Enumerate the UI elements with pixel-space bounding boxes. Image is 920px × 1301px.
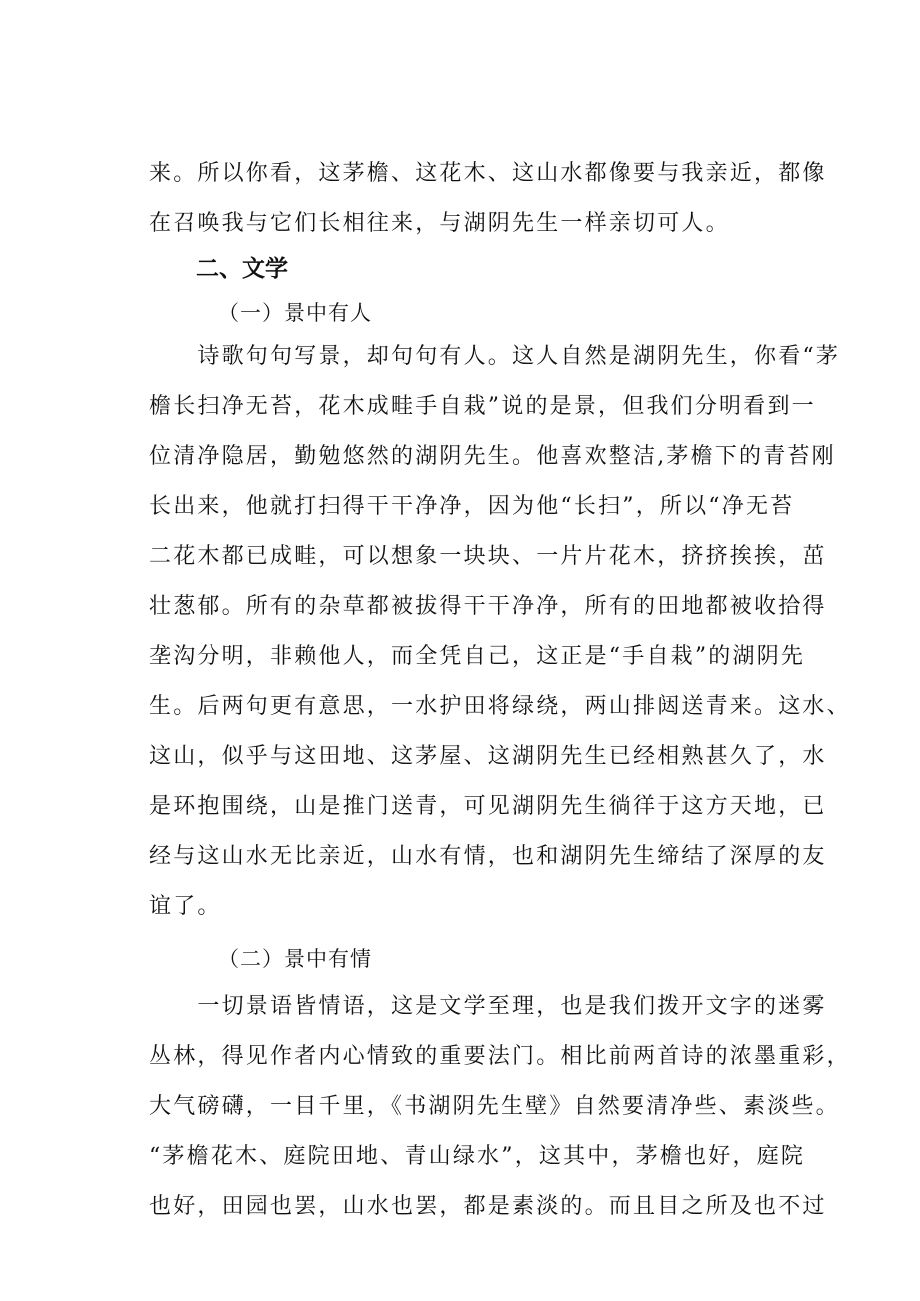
paragraph-line: 这山，似乎与这田地、这茅屋、这湖阴先生已经相熟甚久了，水 (149, 744, 827, 769)
paragraph-line: 位清净隐居，勤勉悠然的湖阴先生。他喜欢整洁,茅檐下的青苔刚 (149, 444, 836, 469)
subsection-heading: （一）景中有人 (218, 301, 372, 325)
paragraph-line: 谊了。 (149, 894, 222, 919)
paragraph-line: 生。后两句更有意思，一水护田将绿绕，两山排闼送青来。这水、 (149, 694, 851, 719)
paragraph-line: 长出来，他就打扫得干干净净，因为他“长扫”，所以“净无苔 (149, 494, 795, 519)
paragraph-line: 垄沟分明，非赖他人，而全凭自己，这正是“手自栽”的湖阴先 (149, 644, 806, 669)
paragraph-line: 来。所以你看，这茅檐、这花木、这山水都像要与我亲近，都像 (149, 161, 827, 186)
paragraph-line: 是环抱围绕，山是推门送青，可见湖阴先生徜徉于这方天地，已 (149, 794, 827, 819)
subsection-heading: （二）景中有情 (218, 947, 372, 971)
paragraph-line: 大气磅礴，一目千里，《书湖阴先生壁》自然要清净些、素淡些。 (149, 1094, 840, 1119)
paragraph-line: 一切景语皆情语，这是文学至理，也是我们拨开文字的迷雾 (149, 994, 827, 1019)
paragraph-line: 经与这山水无比亲近，山水有情，也和湖阴先生缔结了深厚的友 (149, 844, 827, 869)
paragraph-line: 二花木都已成畦，可以想象一块块、一片片花木，挤挤挨挨，茁 (149, 544, 827, 569)
paragraph-line: “茅檐花木、庭院田地、青山绿水”，这其中，茅檐也好，庭院 (149, 1144, 806, 1169)
paragraph-line: 也好，田园也罢，山水也罢，都是素淡的。而且目之所及也不过 (149, 1194, 827, 1219)
paragraph-line: 在召唤我与它们长相往来，与湖阴先生一样亲切可人。 (149, 211, 730, 236)
paragraph-line: 诗歌句句写景，却句句有人。这人自然是湖阴先生，你看“茅 (149, 344, 841, 369)
paragraph-line: 丛林，得见作者内心情致的重要法门。相比前两首诗的浓墨重彩， (149, 1044, 851, 1069)
section-heading: 二、文学 (196, 256, 288, 282)
paragraph-line: 壮葱郁。所有的杂草都被拔得干干净净，所有的田地都被收拾得 (149, 594, 827, 619)
paragraph-line: 檐长扫净无苔，花木成畦手自栽”说的是景，但我们分明看到一 (149, 394, 816, 419)
